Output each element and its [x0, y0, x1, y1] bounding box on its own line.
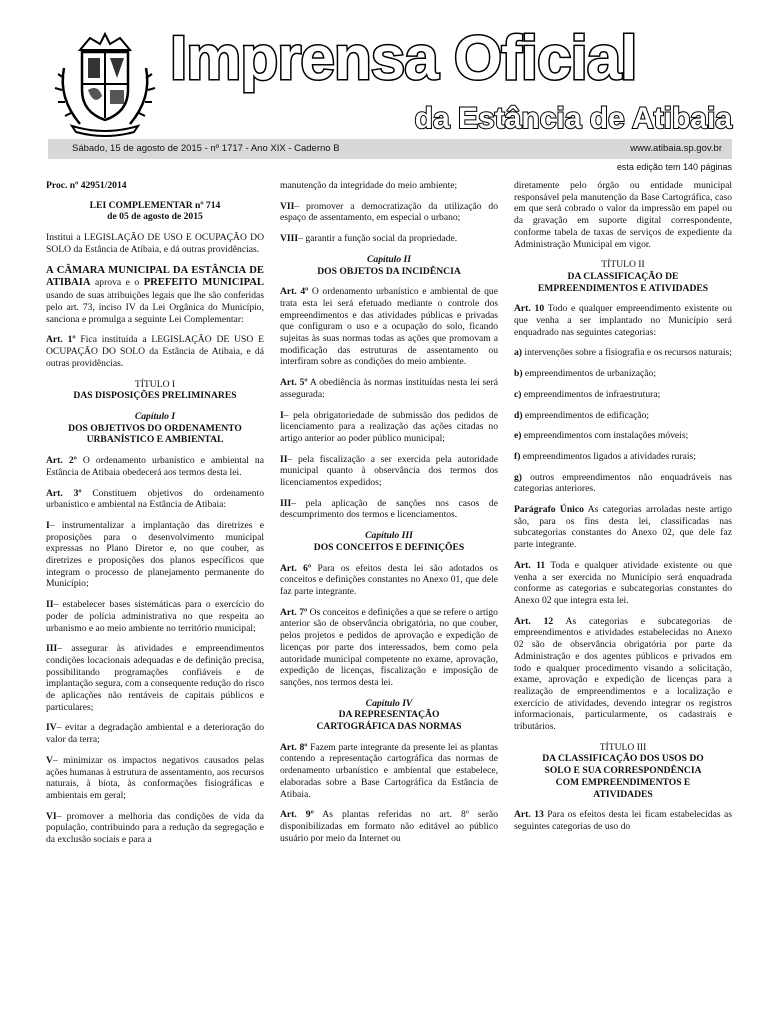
continued-text: diretamente pelo órgão ou entidade municipal responsável pela manutenção da Base Cartográfica, caso em que será cobrado o valor da impressão em papel ou da gravação em suporte digital correspondente, conforme tabela de taxas de serviços de expediente da Administração Municipal em vigor.: [514, 180, 732, 250]
article-10-item-e: e) empreendimentos com instalações móveis;: [514, 430, 689, 442]
article-5-item-ii: II– pela fiscalização a ser exercida pela autoridade municipal quanto à observância dos termos dos licenciamentos expedidos;: [280, 453, 498, 489]
continued-text: manutenção da integridade do meio ambiente;: [280, 180, 458, 191]
article-2: Art. 2º O ordenamento urbanístico e ambiental na Estância de Atibaia obedecerá aos termos desta lei.: [46, 455, 264, 478]
chapter-3-name: DOS CONCEITOS E DEFINIÇÕES: [313, 541, 465, 553]
article-10-item-c: c) empreendimentos de infraestrutura;: [514, 388, 661, 400]
article-columns: [46, 180, 736, 1020]
article-5-item-i: I– pela obrigatoriedade de submissão dos pedidos de licenciamento para a realização das ações citadas no artigo anterior ao poder público municipal;: [280, 409, 498, 444]
issue-info-bar: [48, 139, 732, 159]
chapter-2-heading: Capítulo II: [367, 253, 411, 265]
chapter-3-heading: Capítulo III: [365, 530, 413, 542]
article-8: Art. 8º Fazem parte integrante da presente lei as plantas contendo a representação cartográfica das normas de ordenamento urbanístico e ambiental que estabelece, elaboradas sobre a Base Cartográfica da Estância de Atibaia.: [280, 741, 498, 800]
article-3-item-ii: II– estabelecer bases sistemáticas para o exercício do poder de polícia administrativa no que respeita ao urbanismo e ao meio ambiente no território municipal;: [46, 599, 264, 634]
article-3-item-i: I– instrumentalizar a implantação das diretrizes e proposições para o desenvolvimento municipal expressas no Plano Diretor e, no que couber, as diretrizes e proposições dos planos específicos que integram o processo de planejamento permanente do Município;: [46, 519, 264, 590]
issue-date-line: Sábado, 15 de agosto de 2015 - nº 1717 - Ano XIX - Caderno B: [72, 143, 340, 154]
law-title: LEI COMPLEMENTAR nº 714: [89, 199, 221, 211]
titulo-1-heading: TÍTULO I: [134, 378, 176, 390]
article-11: Art. 11 Toda e qualquer atividade existente ou que venha a ser exercida no Município será enquadrada conforme as categorias e subcategorias constantes do Anexo 02 que integra esta lei.: [514, 559, 732, 606]
chapter-1-heading: Capítulo I: [134, 410, 176, 422]
column-2: [280, 180, 498, 853]
article-7: Art. 7º Os conceitos e definições a que se refere o artigo anterior são de observância obrigatória, no que couber, pelos projetos e pedidos de aprovação e expedição de licenças por parte dos interessados, bem como pela autoridade municipal competente no exame, aprovação, expedição de licenças, fiscalização e imposição de sanções, nos termos desta lei.: [280, 606, 498, 688]
titulo-2-name-line2: EMPREENDIMENTOS E ATIVIDADES: [537, 282, 709, 294]
chapter-1-name-line1: DOS OBJETIVOS DO ORDENAMENTO: [68, 422, 242, 434]
coat-of-arms-icon: [50, 28, 160, 138]
edition-note: esta edição tem 140 páginas: [616, 162, 732, 172]
article-5-item-iii: III– pela aplicação de sanções nos casos de descumprimento dos termos e licenciamentos.: [280, 497, 498, 521]
column-3: [514, 180, 732, 842]
titulo-3-name-line3: COM EMPREENDIMENTOS E: [555, 776, 691, 788]
article-10-item-a: a) intervenções sobre a fisiografia e os recursos naturais;: [514, 347, 732, 359]
masthead-title: Imprensa Oficial: [170, 24, 637, 93]
titulo-3-name-line2: SOLO E SUA CORRESPONDÊNCIA: [544, 765, 702, 777]
titulo-2-heading: TÍTULO II: [601, 259, 645, 271]
preamble: A CÂMARA MUNICIPAL DA ESTÂNCIA DE ATIBAIA aprova e o PREFEITO MUNICIPAL usando de suas atribuições legais que lhe são conferidas pelo art. 73, inciso IV da Lei Orgânica do Município, sanciona e promulga a seguinte Lei Complementar:: [46, 264, 264, 325]
article-9: Art. 9º As plantas referidas no art. 8º serão disponibilizadas em formato não editável ao público usuário por meio da Internet ou: [280, 809, 498, 844]
paragrafo-unico: Parágrafo Único As categorias arroladas neste artigo são, para os fins desta lei, classificadas nas subcategorias constantes do Anexo 02, que dele faz parte integrante.: [514, 504, 732, 551]
titulo-2-name-line1: DA CLASSIFICAÇÃO DE: [567, 270, 679, 282]
chapter-4-heading: Capítulo IV: [365, 697, 413, 709]
column-1: [46, 180, 264, 855]
article-1: Art. 1º Fica instituída a LEGISLAÇÃO DE USO E OCUPAÇÃO DO SOLO da Estância de Atibaia, e dá outras providências.: [46, 334, 264, 369]
article-3-item-vii: VII– promover a democratização da utilização do espaço de assentamento, em especial o urbano;: [280, 200, 498, 224]
article-6: Art. 6º Para os efeitos desta lei são adotados os conceitos e definições constantes no Anexo 01, que dele faz parte integrante.: [280, 562, 498, 597]
chapter-2-name: DOS OBJETOS DA INCIDÊNCIA: [317, 265, 461, 277]
article-3-item-vi: VI– promover a melhoria das condições de vida da população, contribuindo para a redução da segregação e da exclusão sociais e para a: [46, 810, 264, 846]
titulo-3-name-line1: DA CLASSIFICAÇÃO DOS USOS DO: [542, 753, 704, 765]
chapter-1-name-line2: URBANÍSTICO E AMBIENTAL: [86, 434, 224, 446]
law-date: de 05 de agosto de 2015: [107, 211, 203, 223]
article-13: Art. 13 Para os efeitos desta lei ficam estabelecidas as seguintes categorias de uso do: [514, 809, 732, 832]
article-3-item-iv: IV– evitar a degradação ambiental e a deterioração do valor da terra;: [46, 722, 264, 746]
process-number: Proc. nº 42951/2014: [46, 180, 127, 191]
article-10: Art. 10 Todo e qualquer empreendimento existente ou que venha a ser implantado no Município será enquadrado nas seguintes categorias:: [514, 303, 732, 338]
article-10-item-f: f) empreendimentos ligados a atividades rurais;: [514, 450, 696, 462]
titulo-3-heading: TÍTULO III: [599, 741, 647, 753]
titulo-1-name: DAS DISPOSIÇÕES PRELIMINARES: [73, 390, 237, 402]
chapter-4-name-line2: CARTOGRÁFICA DAS NORMAS: [316, 721, 462, 733]
titulo-3-name-line4: ATIVIDADES: [593, 788, 653, 800]
article-10-item-d: d) empreendimentos de edificação;: [514, 409, 650, 421]
article-12: Art. 12 As categorias e subcategorias de empreendimentos e atividades estabelecidas no Anexo 02 são de observância obrigatória por parte da Administração e dos agentes públicos e privados em todo e qualquer procedimento visando a solicitação, exame, aprovação e expedição de licenças para a realização de empreendimentos e a localização e exercício de atividades, devendo integrar os registros informacionais, particularmente, os cadastrais e tributários.: [514, 615, 732, 733]
article-3-item-v: V– minimizar os impactos negativos causados pelas ações humanas à estrutura de assentamento, aos recursos naturais, à biota, às conformações fisiográficas e ambientais em geral;: [46, 754, 264, 801]
article-10-item-g: g) outros empreendimentos não enquadráveis nas categorias anteriores.: [514, 471, 732, 495]
article-3-item-viii: VIII– garantir a função social da propriedade.: [280, 233, 458, 245]
article-5: Art. 5º A obediência às normas instituídas nesta lei será assegurada:: [280, 377, 498, 400]
chapter-4-name-line1: DA REPRESENTAÇÃO: [338, 709, 440, 721]
article-10-item-b: b) empreendimentos de urbanização;: [514, 368, 656, 380]
article-4: Art. 4º O ordenamento urbanístico e ambiental de que trata esta lei será efetuado mediante o controle dos empreendimentos e das atividades públicas e privadas que configuram o uso e a ocupação do solo, ficando sujeitas às suas normas todas as ações que promovam a modificação das estruturas de assentamento ou interfiram sobre as condições do meio ambiente.: [280, 286, 498, 368]
article-3: Art. 3º Constituem objetivos do ordenamento urbanístico e ambiental na Estância de Atibaia:: [46, 487, 264, 511]
article-3-item-iii: III– assegurar às atividades e empreendimentos condições locacionais adequadas e de definição precisa, possibilitando programações confiáveis e de implantação segura, com a consequente redução do risco de aplicações não rentáveis de capitais públicos e particulares;: [46, 643, 264, 713]
law-ementa: Institui a LEGISLAÇÃO DE USO E OCUPAÇÃO DO SOLO da Estância de Atibaia, e dá outras providências.: [46, 232, 264, 255]
masthead-subtitle: da Estância de Atibaia: [414, 102, 732, 135]
masthead: [0, 0, 768, 180]
website-link[interactable]: www.atibaia.sp.gov.br: [630, 143, 722, 154]
